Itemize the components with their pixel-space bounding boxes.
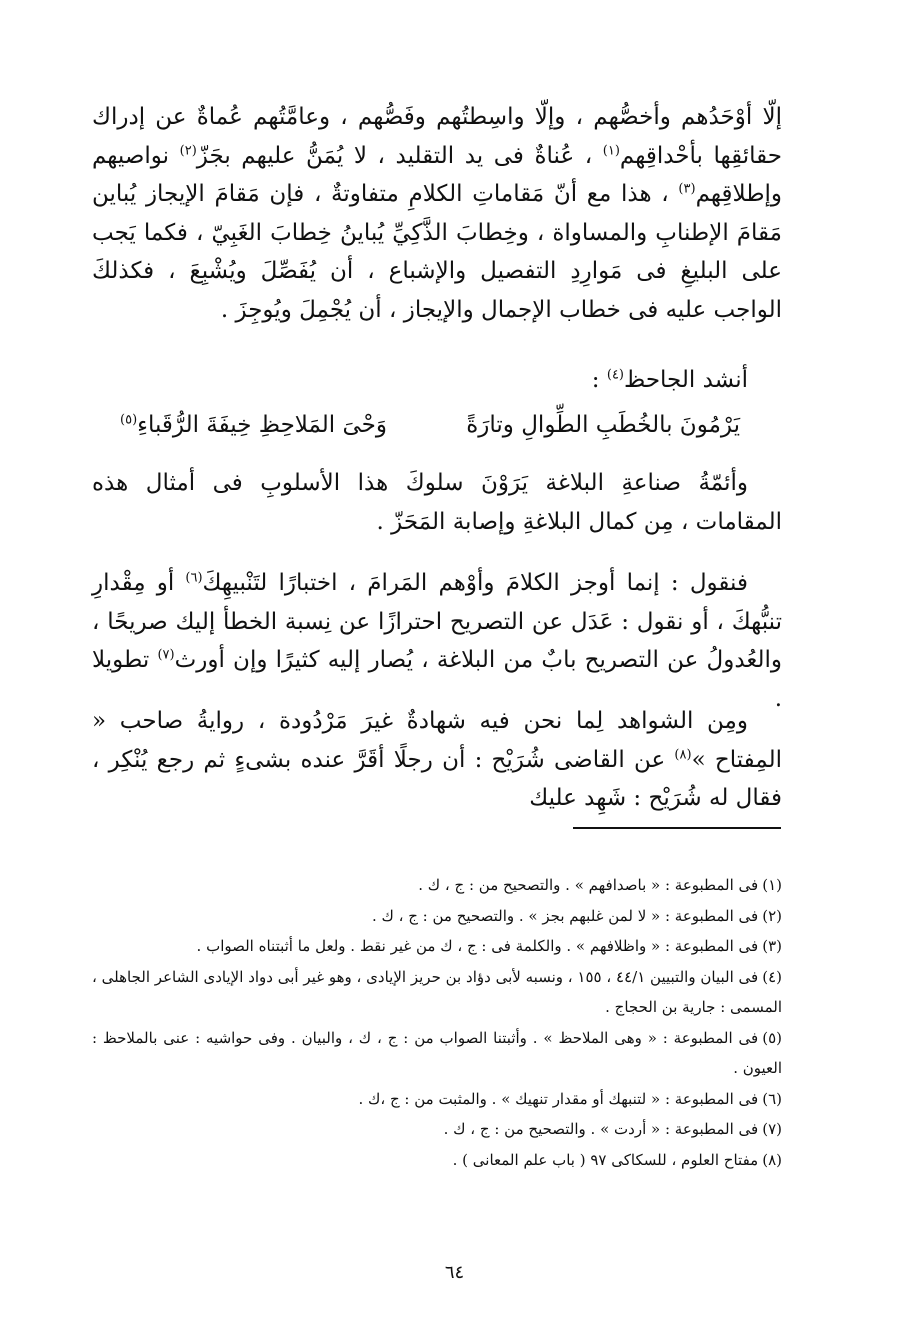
text-run: ومِن الشواهد لِما نحن فيه شهادةٌ غيرَ مَرْدُودة ، روايةُ صاحب « المِفتاح » (92, 708, 782, 773)
text-run: وَحْىَ المَلاحِظِ خِيفَةَ الرُّقَباءِ (137, 412, 388, 438)
footnote-6 (92, 1084, 782, 1115)
footnote-1 (92, 870, 782, 901)
paragraph-text (92, 702, 782, 818)
body-paragraph-2 (92, 464, 782, 541)
footnote-ref: (٨) (674, 746, 692, 762)
paragraph-text: وأئمّةُ صناعةِ البلاغة يَرَوْنَ سلوكَ هذا الأسلوبِ فى أمثال هذه المقامات ، مِن كمال البلاغةِ وإصابة المَحَزّ . (92, 470, 782, 535)
text-run: فنقول : إنما أوجز الكلامَ وأوْهم المَرامَ ، اختبارًا لتَنْبيهِكَ (202, 570, 748, 596)
text-run: أو مِقْدارِ تنبُّهكَ ، أو نقول : عَدَل عن التصريح احترازًا عن نِسبة الخطأ إليك صريحًا ، والعُدولُ عن التصريح بابٌ من البلاغة ، يُصار إليه كثيرًا وإن أورث (92, 570, 783, 673)
text-run: إلّا أوْحَدُهم وأخصُّهم ، وإلّا واسِطتُهم وفَصُّهم ، وعامَّتُهم عُماةٌ عن إدراك حقائقِها بأحْداقِهم (92, 104, 782, 169)
footnote-text: فى المطبوعة : « وهى الملاحظ » . وأثبتنا الصواب من : ج ، ك ، والبيان . وفى حواشيه : عنى بالملاحظ : العيون . (92, 1028, 782, 1077)
text-run: ، عُناةٌ فى يد التقليد ، لا يُمَنُّ عليهم بجَزّ (196, 142, 603, 169)
footnote-5 (92, 1023, 782, 1084)
verse-hemistich-2 (120, 412, 387, 438)
poetry-verse (120, 412, 740, 452)
footnote-number: (٦) (762, 1089, 782, 1108)
footnotes-section (92, 870, 782, 1175)
footnote-number: (١) (762, 876, 782, 894)
footnote-ref: (٥) (120, 412, 138, 428)
text-run: ، هذا مع أنّ مَقاماتِ الكلامِ متفاوتةٌ ، فإن مَقامَ الإيجاز يُباين مَقامَ الإطنابِ والمساواة ، وخِطابَ الذَّكِيِّ يُباينُ خِطابَ الغَبِيّ ، فكما يَجب على البليغِ فى مَوارِدِ التفصيل والإشباع ، أن يُفَصِّلَ ويُشْبِعَ ، فكذلكَ الواجب عليه فى خطاب الإجمال والإيجاز ، أن يُجْمِلَ ويُوجِزَ . (92, 181, 782, 323)
footnote-2 (92, 901, 782, 932)
footnote-number: (٢) (762, 906, 782, 925)
body-paragraph-4 (92, 702, 782, 818)
footnote-separator (573, 827, 781, 829)
recitation-line (92, 361, 782, 400)
footnote-3 (92, 931, 782, 962)
footnote-text: فى المطبوعة : « واظلافهم » . والكلمة فى : ج ، ك من غير نقط . ولعل ما أثبتناه الصواب . (196, 937, 759, 955)
footnote-ref: (٢) (179, 142, 197, 158)
footnote-8 (92, 1145, 782, 1176)
footnote-ref: (٤) (606, 367, 624, 383)
paragraph-text (92, 98, 782, 329)
text-run: عن القاضى شُرَيْح : أن رجلًا أقَرَّ عنده بشىءٍ ثم رجع يُنْكِر ، فقال له شُرَيْح : شَهِد عليك (92, 746, 782, 811)
footnote-text: مفتاح العلوم ، للسكاكى ٩٧ ( باب علم المعانى ) . (452, 1150, 759, 1169)
text-run: : (591, 367, 607, 393)
footnote-number: (٤) (762, 967, 782, 986)
text-run: أنشد الجاحظ (624, 367, 748, 393)
footnote-ref: (٦) (185, 570, 203, 586)
footnote-ref: (٧) (157, 647, 175, 663)
footnote-text: فى المطبوعة : « لتنبهك أو مقدار تنهيك » . والمثبت من : ج ،ك . (358, 1089, 759, 1108)
footnote-number: (٨) (762, 1150, 782, 1169)
text-run: نواصيهم وإطلاقِهم (92, 142, 782, 207)
footnote-4 (92, 962, 782, 1023)
footnote-number: (٣) (762, 937, 782, 955)
footnote-text: فى المطبوعة : « أردت » . والتصحيح من : ج ، ك . (443, 1120, 759, 1138)
footnote-number: (٧) (762, 1120, 782, 1138)
body-paragraph-1 (92, 98, 782, 329)
footnote-text: فى البيان والتبيين ٤٤/١ ، ١٥٥ ، ونسبه لأبى دؤاد بن حريز الإيادى ، وهو غير أبى دواد الإيادى الشاعر الجاهلى ، المسمى : جارية بن الحجاج . (92, 967, 782, 1016)
paragraph-text (92, 564, 782, 718)
verse-hemistich-1: يَرْمُونَ بالخُطَبِ الطِّوالِ وتارَةً (466, 412, 740, 438)
footnote-number: (٥) (762, 1028, 782, 1047)
page-number: ٦٤ (444, 1262, 465, 1283)
footnote-7 (92, 1114, 782, 1145)
footnote-ref: (١) (602, 142, 620, 158)
footnote-ref: (٣) (678, 181, 696, 197)
recitation-text (92, 361, 782, 400)
text-run: تطويلا . (92, 647, 782, 712)
footnote-text: فى المطبوعة : « لا لمن غلبهم بجز » . والتصحيح من : ج ، ك . (371, 906, 759, 925)
footnote-text: فى المطبوعة : « باصدافهم » . والتصحيح من : ج ، ك . (418, 876, 759, 894)
body-paragraph-3 (92, 564, 782, 718)
